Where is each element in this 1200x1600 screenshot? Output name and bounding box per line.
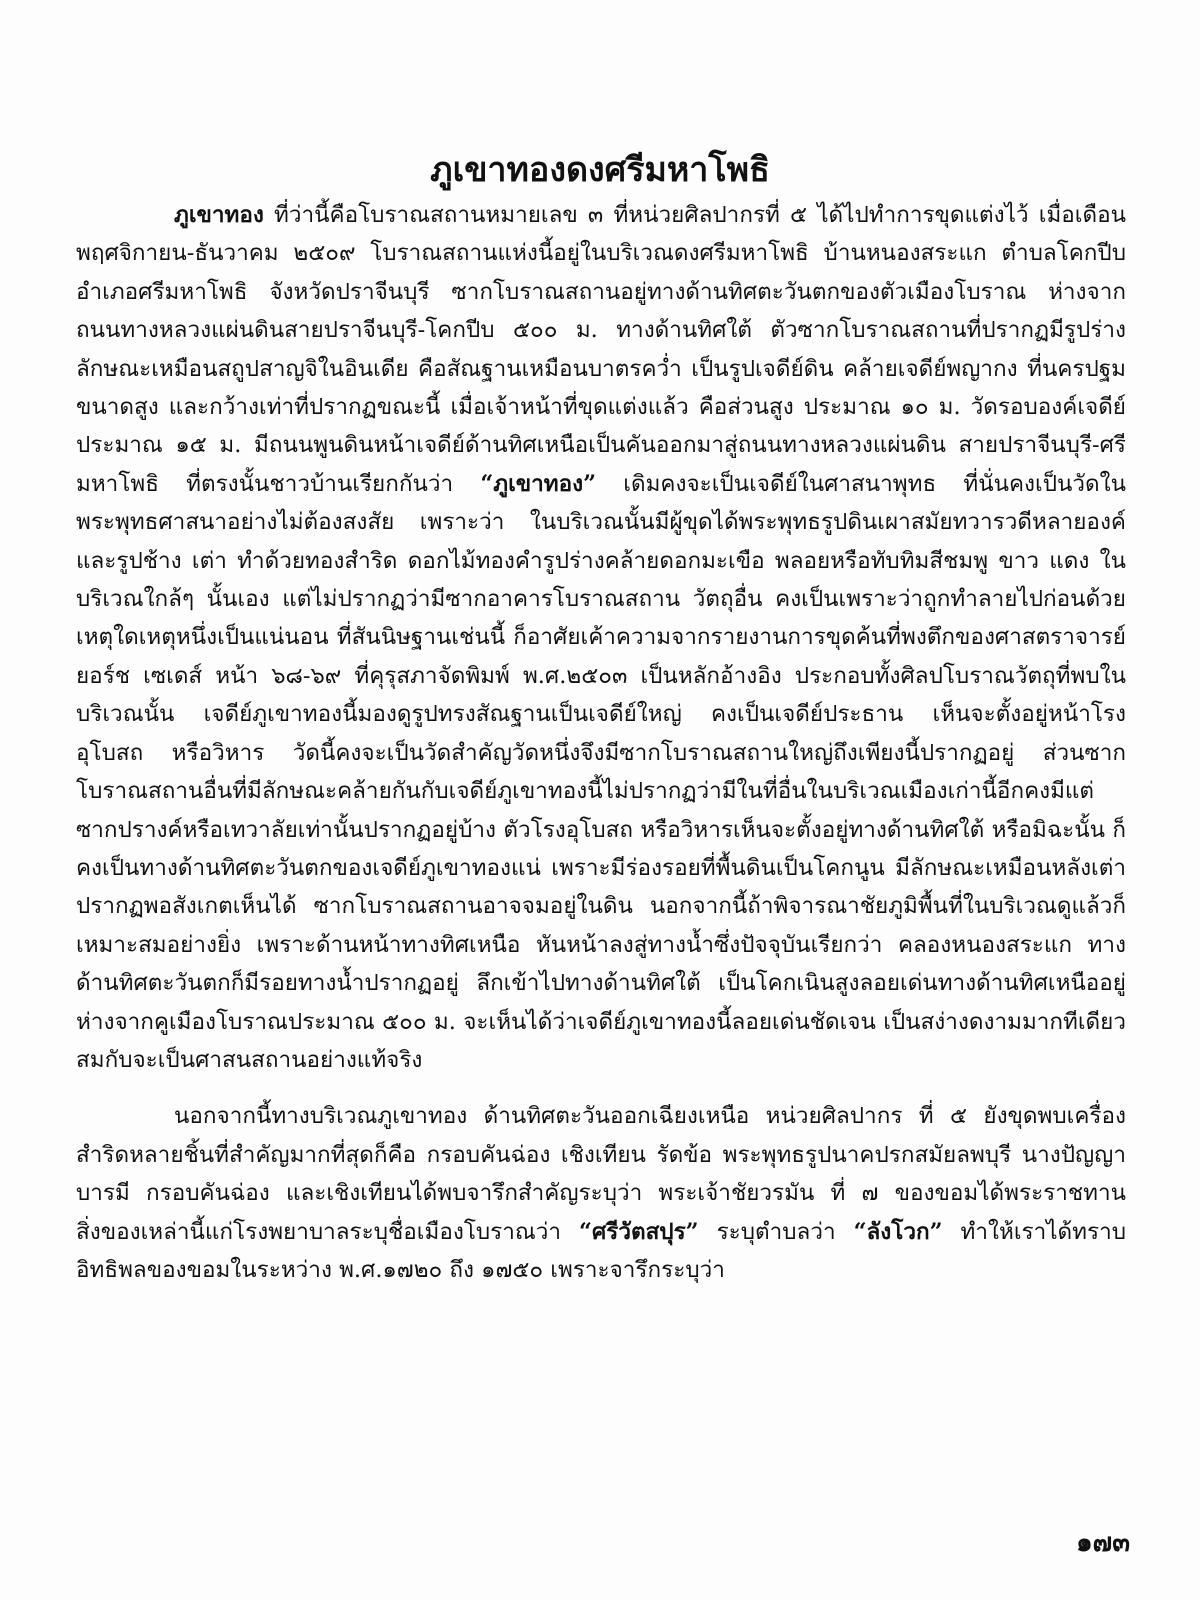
body-text <box>76 196 1126 1289</box>
paragraph-text: ทำให้เราได้ทราบอิทธิพลของขอมในระหว่าง พ.ศ.๑๗๒๐ ถึง ๑๗๕๐ เพราะจารึกระบุว่า <box>76 1218 1127 1283</box>
page-number: ๑๗๓ <box>1076 1528 1130 1558</box>
paragraph-text: นอกจากนี้ทางบริเวณภูเขาทอง ด้านทิศตะวันออกเฉียงเหนือ หน่วยศิลปากร ที่ ๕ ยังขุดพบเครื่องสำริดหลายชิ้นที่สำคัญมากที่สุดก็คือ กรอบคันฉ่อง เชิงเทียน รัดข้อ พระพุทธรูปนาคปรกสมัยลพบุรี นางปัญญาบารมี กรอบคันฉ่อง และเชิงเทียนได้พบจารึกสำคัญระบุว่า พระเจ้าชัยวรมัน ที่ ๗ ของขอมได้พระราชทานสิ่งของเหล่านี้แก่โรงพยาบาลระบุชื่อเมืองโบราณว่า <box>76 1103 1126 1245</box>
paragraph-1 <box>76 196 1126 1079</box>
paragraph-2 <box>76 1097 1126 1289</box>
quoted-name-sriwatsapura: “ศรีวัตสปุร” <box>579 1218 699 1245</box>
quoted-name-phukhao-thong: “ภูเขาทอง” <box>480 470 597 497</box>
paragraph-text: ที่ว่านี้คือโบราณสถานหมายเลข ๓ ที่หน่วยศิลปากรที่ ๕ ได้ไปทำการขุดแต่งไว้ เมื่อเดือนพฤศจิกายน-ธันวาคม ๒๕๐๙ โบราณสถานแห่งนี้อยู่ในบริเวณดงศรีมหาโพธิ บ้านหนองสระแก ตำบลโคกปีบ อำเภอศรีมหาโพธิ จังหวัดปราจีนบุรี ซากโบราณสถานอยู่ทางด้านทิศตะวันตกของตัวเมืองโบราณ ห่างจากถนนทางหลวงแผ่นดินสายปราจีนบุรี-โคกปีบ ๕๐๐ ม. ทางด้านทิศใต้ ตัวซากโบราณสถานที่ปรากฏมีรูปร่างลักษณะเหมือนสถูปสาญจิในอินเดีย คือสัณฐานเหมือนบาตรคว่ำ เป็นรูปเจดีย์ดิน คล้ายเจดีย์พญากง ที่นครปฐม ขนาดสูง และกว้างเท่าที่ปรากฏขณะนี้ เมื่อเจ้าหน้าที่ขุดแต่งแล้ว คือส่วนสูง ประมาณ ๑๐ ม. วัดรอบองค์เจดีย์ประมาณ ๑๕ ม. มีถนนพูนดินหน้าเจดีย์ด้านทิศเหนือเป็นคันออกมาสู่ถนนทางหลวงแผ่นดิน สายปราจีนบุรี-ศรีมหาโพธิ ที่ตรงนั้นชาวบ้านเรียกกันว่า <box>76 202 1126 497</box>
page-title: ภูเขาทองดงศรีมหาโพธิ <box>430 150 770 190</box>
paragraph-text: เดิมคงจะเป็นเจดีย์ในศาสนาพุทธ ที่นั่นคงเป็นวัดในพระพุทธศาสนาอย่างไม่ต้องสงสัย เพราะว่า ในบริเวณนั้นมีผู้ขุดได้พระพุทธรูปดินเผาสมัยทวารวดีหลายองค์ และรูปช้าง เต่า ทำด้วยทองสำริด ดอกไม้ทองคำรูปร่างคล้ายดอกมะเขือ พลอยหรือทับทิมสีชมพู ขาว แดง ในบริเวณใกล้ๆ นั้นเอง แต่ไม่ปรากฏว่ามีซากอาคารโบราณสถาน วัตถุอื่น คงเป็นเพราะว่าถูกทำลายไปก่อนด้วยเหตุใดเหตุหนึ่งเป็นแน่นอน ที่สันนิษฐานเช่นนี้ ก็อาศัยเค้าความจากรายงานการขุดค้นที่พงตึกของศาสตราจารย์ ยอร์ช เซเดส์ หน้า ๖๘-๖๙ ที่คุรุสภาจัดพิมพ์ พ.ศ.๒๕๐๓ เป็นหลักอ้างอิง ประกอบทั้งศิลปโบราณวัตถุที่พบในบริเวณนั้น เจดีย์ภูเขาทองนี้มองดูรูปทรงสัณฐานเป็นเจดีย์ใหญ่ คงเป็นเจดีย์ประธาน เห็นจะตั้งอยู่หน้าโรงอุโบสถ หรือวิหาร วัดนี้คงจะเป็นวัดสำคัญวัดหนึ่งจึงมีซากโบราณสถานใหญ่ถึงเพียงนี้ปรากฏอยู่ ส่วนซากโบราณสถานอื่นที่มีลักษณะคล้ายกันกับเจดีย์ภูเขาทองนี้ไม่ปรากฏว่ามีในที่อื่นในบริเวณเมืองเก่านี้อีกคงมีแต่ซากปรางค์หรือเทวาลัยเท่านั้นปรากฏอยู่บ้าง ตัวโรงอุโบสถ หรือวิหารเห็นจะตั้งอยู่ทางด้านทิศใต้ หรือมิฉะนั้น ก็คงเป็นทางด้านทิศตะวันตกของเจดีย์ภูเขาทองแน่ เพราะมีร่องรอยที่พื้นดินเป็นโคกนูน มีลักษณะเหมือนหลังเต่าปรากฏพอสังเกตเห็นได้ ซากโบราณสถานอาจจมอยู่ในดิน นอกจากนี้ถ้าพิจารณาชัยภูมิพื้นที่ในบริเวณดูแล้วก็เหมาะสมอย่างยิ่ง เพราะด้านหน้าทางทิศเหนือ หันหน้าลงสู่ทางน้ำซึ่งปัจจุบันเรียกว่า คลองหนองสระแก ทางด้านทิศตะวันตกก็มีรอยทางน้ำปรากฏอยู่ ลึกเข้าไปทางด้านทิศใต้ เป็นโคกเนินสูงลอยเด่นทางด้านทิศเหนืออยู่ห่างจากคูเมืองโบราณประมาณ ๕๐๐ ม. จะเห็นได้ว่าเจดีย์ภูเขาทองนี้ลอยเด่นชัดเจน เป็นสง่างดงามมากทีเดียว สมกับจะเป็นศาสนสถานอย่างแท้จริง <box>76 470 1126 1073</box>
term-phukhao-thong: ภูเขาทอง <box>174 202 264 228</box>
paragraph-text: ระบุตำบลว่า <box>698 1218 854 1245</box>
quoted-name-langvok: “ลังโวก” <box>853 1218 943 1245</box>
